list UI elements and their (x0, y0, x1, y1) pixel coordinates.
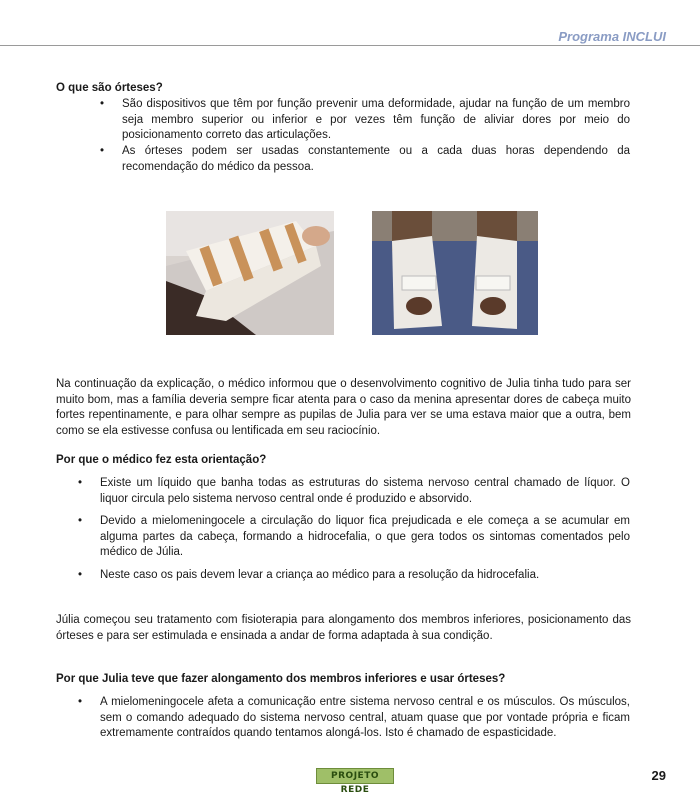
page-number: 29 (651, 768, 666, 783)
photo-leg-orthosis (166, 211, 334, 335)
section-heading-orteses: O que são órteses? (56, 82, 163, 94)
paragraph: Júlia começou seu tratamento com fisioterapia para alongamento dos membros inferiores, posicionamento das órteses e para ser estimulada e ensinada a andar de forma adaptada à sua condição. (56, 614, 631, 642)
bullet-item: • Devido a mielomeningocele a circulação do liquor fica prejudicada e ele começa a se acumular em alguma partes da cabeça, formando a hidrocefalia, o que gera todos os sintomas comentados pelo médico de Júlia. (100, 514, 630, 561)
bullet-item: • A mielomeningocele afeta a comunicação entre sistema nervoso central e os músculos. Os músculos, sem o comando adequado do sistema nervoso central, atuam quase que por vontade própria e ficam extremamente contraídos quando tentamos alongá-los. Isto é chamado de espasticidade. (100, 695, 630, 742)
bullet-item: • Existe um líquido que banha todas as estruturas do sistema nervoso central chamado de líquor. O liquor circula pelo sistema nervoso central onde é produzido e absorvido. (100, 476, 630, 507)
bullet-item: • São dispositivos que têm por função prevenir uma deformidade, ajudar na função de um membro seja membro superior ou inferior e por vezes têm função de aliviar dores por meio do posicionamento correto das articulações. (122, 97, 630, 144)
header-divider (0, 45, 700, 46)
paragraph: Na continuação da explicação, o médico informou que o desenvolvimento cognitivo de Julia tinha tudo para ser muito bom, mas a família deveria sempre ficar atenta para o caso da menina apresentar dores de cabeça muito fortes repentinamente, e para olhar sempre as pupilas de Julia para ver se uma estava maior que a outra, bem como se ela estivesse confusa ou lentificada em seu raciocínio. (56, 378, 631, 437)
header-title: Programa INCLUI (558, 29, 666, 44)
section-heading-orientacao: Por que o médico fez esta orientação? (56, 454, 267, 466)
photo-feet-orthoses (372, 211, 538, 335)
bullet-item: • Neste caso os pais devem levar a criança ao médico para a resolução da hidrocefalia. (100, 568, 630, 584)
bullet-item: • As órteses podem ser usadas constantemente ou a cada duas horas dependendo da recomendação do médico da pessoa. (122, 144, 630, 175)
projeto-rede-logo: PROJETO REDE (316, 768, 394, 784)
section-heading-alongamento: Por que Julia teve que fazer alongamento dos membros inferiores e usar órteses? (56, 673, 506, 685)
